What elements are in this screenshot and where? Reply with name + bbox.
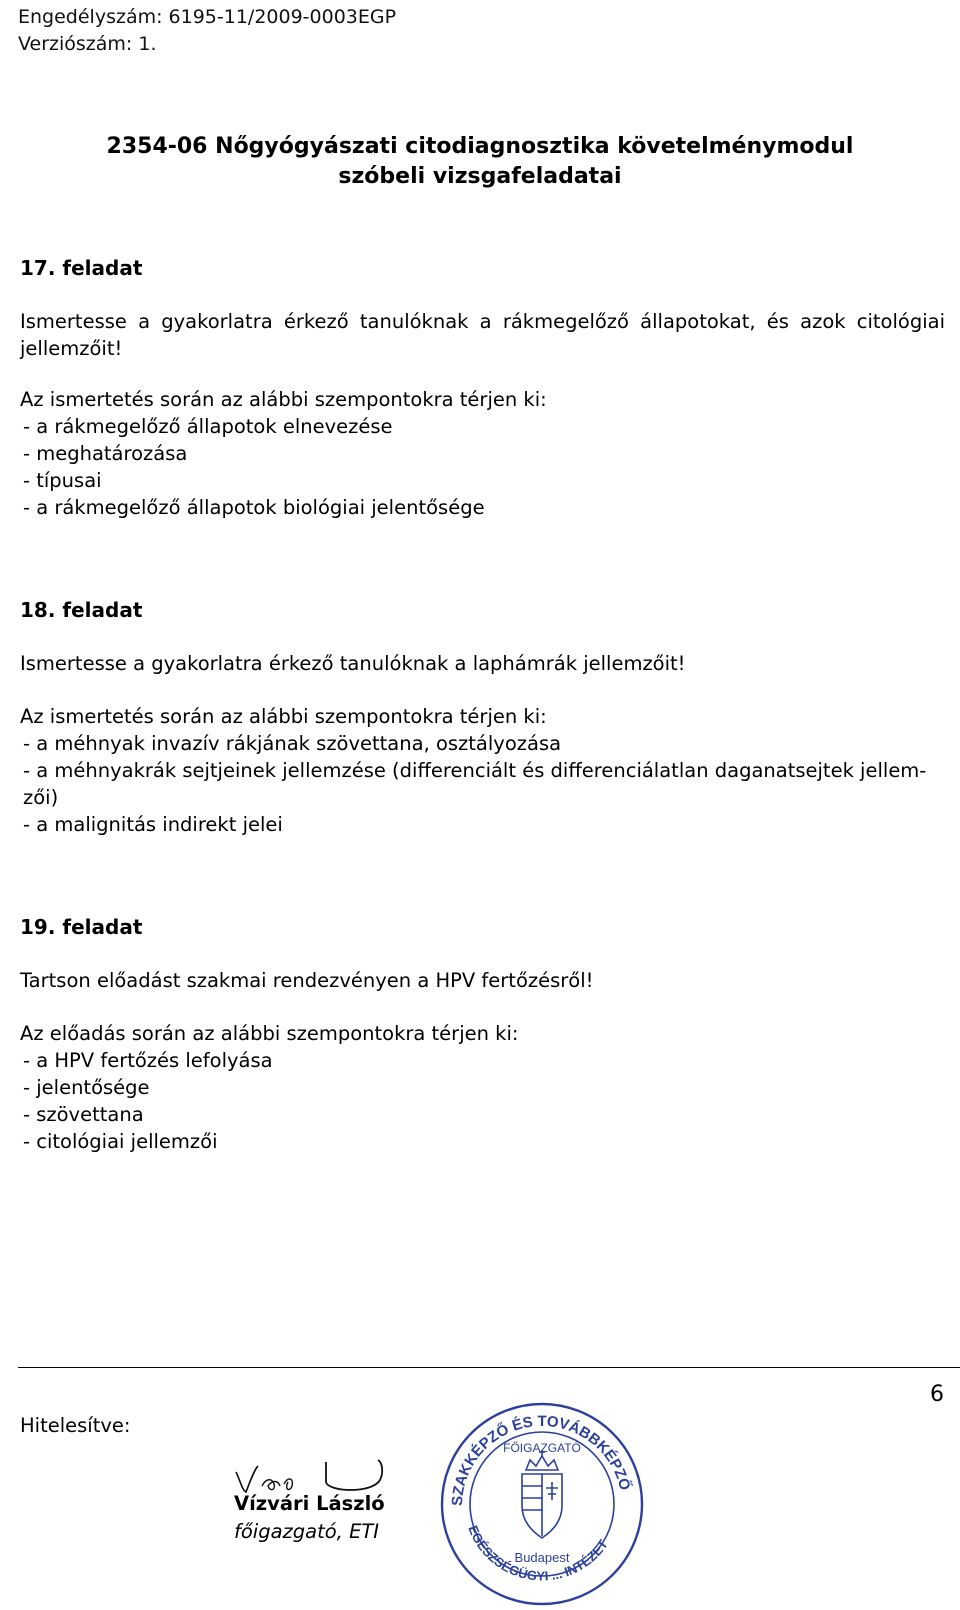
- task-19-prompt-line-1: Tartson előadást szakmai rendezvényen a HPV fertőzésről!: [20, 969, 594, 992]
- task-19-prompt: [20, 967, 945, 994]
- license-number: Engedélyszám: 6195-11/2009-0003EGP: [18, 6, 397, 28]
- task-19-intro: Az előadás során az alábbi szempontokra térjen ki:: [20, 1022, 519, 1045]
- task-17-intro: Az ismertetés során az alábbi szempontokra térjen ki:: [20, 388, 547, 411]
- list-item: - a rákmegelőző állapotok biológiai jelentősége: [23, 496, 485, 519]
- list-item: - meghatározása: [23, 442, 188, 465]
- task-17-prompt-line-1: Ismertesse a gyakorlatra érkező tanulóknak a rákmegelőző állapotokat, és azok citológiai: [20, 310, 945, 333]
- seal-text-top: SZAKKÉPZŐ ÉS TOVÁBBKÉPZŐ: [448, 1412, 634, 1507]
- task-19-heading: 19. feladat: [20, 915, 143, 939]
- seal-text-bottom: EGÉSZSÉGÜGYI ... INTÉZET: [465, 1523, 611, 1584]
- task-18-prompt: [20, 650, 945, 677]
- title-line-2: szóbeli vizsgafeladatai: [338, 164, 622, 189]
- version-number: Verziószám: 1.: [18, 33, 157, 55]
- list-item: - a rákmegelőző állapotok elnevezése: [23, 415, 393, 438]
- title-line-1: 2354-06 Nőgyógyászati citodiagnosztika követelménymodul: [106, 134, 854, 159]
- list-item: - citológiai jellemzői: [23, 1130, 218, 1153]
- task-17-prompt-line-2: jellemzőit!: [20, 337, 123, 360]
- page-number: 6: [930, 1382, 944, 1407]
- list-item: - szövettana: [23, 1103, 144, 1126]
- list-item: - jelentősége: [23, 1076, 150, 1099]
- certified-label: Hitelesítve:: [20, 1414, 131, 1437]
- task-17-heading: 17. feladat: [20, 256, 143, 280]
- signer-role: főigazgató, ETI: [234, 1520, 380, 1543]
- official-seal-stamp: [436, 1400, 648, 1606]
- list-item: - a malignitás indirekt jelei: [23, 813, 283, 836]
- task-18-heading: 18. feladat: [20, 598, 143, 622]
- task-17-prompt: [20, 308, 945, 362]
- coat-of-arms-icon: [522, 1450, 562, 1538]
- list-item: - a méhnyak invazív rákjának szövettana, osztályozása: [23, 732, 562, 755]
- task-17-points: [20, 386, 945, 521]
- list-item: zői): [23, 786, 59, 809]
- task-18-intro: Az ismertetés során az alábbi szempontokra térjen ki:: [20, 705, 547, 728]
- task-18-prompt-line-1: Ismertesse a gyakorlatra érkező tanulóknak a laphámrák jellemzőit!: [20, 652, 686, 675]
- list-item: - típusai: [23, 469, 102, 492]
- signer-name: Vízvári László: [234, 1492, 385, 1515]
- seal-text-inner: FŐIGAZGATÓ: [503, 1441, 581, 1455]
- task-19-points: [20, 1020, 945, 1155]
- seal-city: Budapest: [514, 1550, 570, 1565]
- document-title: [0, 132, 960, 192]
- list-item: - a HPV fertőzés lefolyása: [23, 1049, 273, 1072]
- task-18-points: [20, 703, 945, 838]
- list-item: - a méhnyakrák sejtjeinek jellemzése (differenciált és differenciálatlan daganatsejtek jellem-: [23, 759, 927, 782]
- footer-divider: [18, 1367, 960, 1368]
